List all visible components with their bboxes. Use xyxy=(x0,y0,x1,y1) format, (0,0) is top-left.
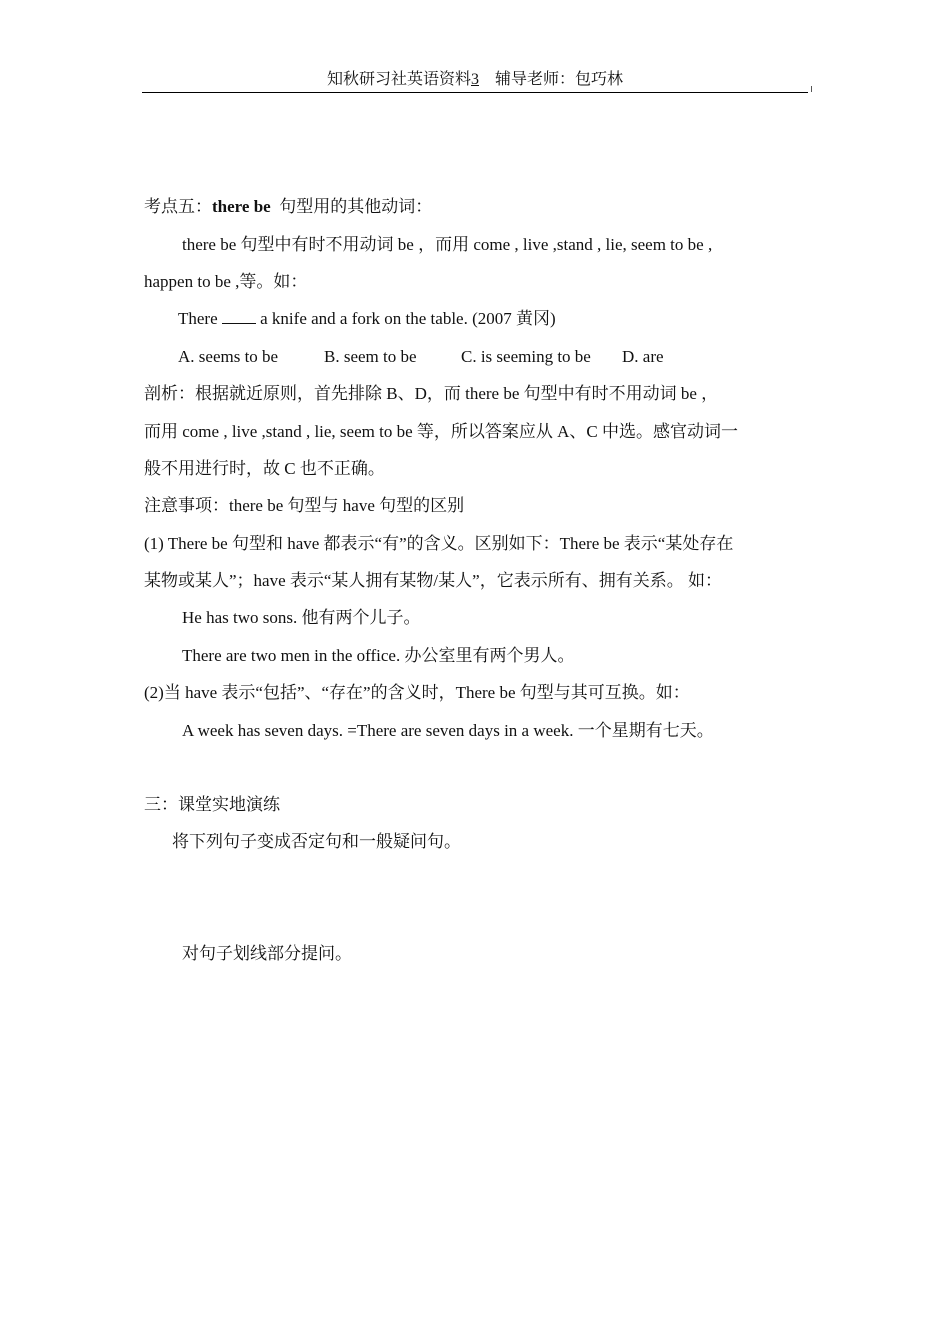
analysis-line-3: 般不用进行时，故 C 也不正确。 xyxy=(144,459,385,478)
notes-title: 注意事项：there be 句型与 have 句型的区别 xyxy=(144,496,465,515)
notes-point-1-line-1: (1) There be 句型和 have 都表示“有”的含义。区别如下：There be 表示“某处存在 xyxy=(144,534,734,553)
notes-example-2: There are two men in the office. 办公室里有两个男人。 xyxy=(182,646,575,665)
header-tutor: 辅导老师：包巧林 xyxy=(495,71,624,88)
heading-suffix: 句型用的其他动词： xyxy=(279,197,433,216)
notes-point-1-line-2: 某物或某人”；have 表示“某人拥有某物/某人”，它表示所有、拥有关系。 如： xyxy=(144,571,722,590)
answer-blank xyxy=(222,309,256,324)
header-title: 知秋研习社英语资料 xyxy=(326,71,471,88)
heading-keyword: there be xyxy=(212,197,271,216)
analysis-line-2: 而用 come , live ,stand , lie, seem to be 等，所以答案应从 A、C 中选。感官动词一 xyxy=(144,422,738,441)
example-end: a knife and a fork on the table. (2007 黄冈) xyxy=(260,309,556,328)
intro-line-2: happen to be ,等。如： xyxy=(144,272,308,291)
notes-point-2: (2)当 have 表示“包括”、“存在”的含义时，There be 句型与其可互换。如： xyxy=(144,683,690,702)
option-a: A. seems to be xyxy=(178,347,279,366)
example-start: There xyxy=(178,309,218,328)
example-question xyxy=(178,308,556,330)
option-b: B. seem to be xyxy=(324,347,417,366)
practice-task-2: 对句子划线部分提问。 xyxy=(182,944,352,963)
option-c: C. is seeming to be xyxy=(461,347,591,366)
practice-heading: 三：课堂实地演练 xyxy=(144,795,280,814)
option-d: D. are xyxy=(622,347,664,366)
analysis-line-1: 剖析：根据就近原则，首先排除 B、D，而 there be 句型中有时不用动词 be ， xyxy=(144,384,719,403)
section-heading xyxy=(144,196,432,218)
notes-example-3: A week has seven days. =There are seven days in a week. 一个星期有七天。 xyxy=(182,721,714,740)
header-tick-mark xyxy=(811,86,812,92)
heading-prefix: 考点五： xyxy=(144,197,212,216)
header-rule xyxy=(142,92,808,93)
page-header xyxy=(0,70,950,90)
notes-example-1: He has two sons. 他有两个儿子。 xyxy=(182,608,421,627)
intro-line-1: there be 句型中有时不用动词 be ，而用 come , live ,stand , lie, seem to be , xyxy=(182,235,713,254)
practice-task-1: 将下列句子变成否定句和一般疑问句。 xyxy=(172,832,461,851)
header-title-number: 3 xyxy=(471,71,479,88)
